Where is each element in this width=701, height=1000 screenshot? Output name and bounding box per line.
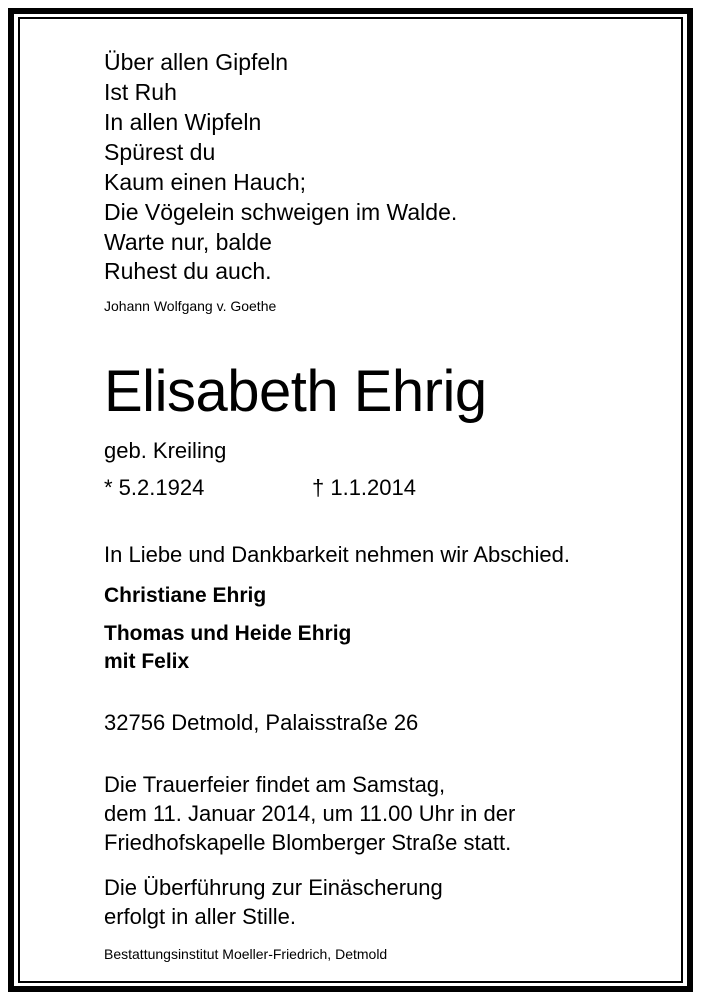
poem-line: Über allen Gipfeln bbox=[104, 49, 289, 75]
poem-line: Kaum einen Hauch; bbox=[104, 169, 307, 195]
poem-line: Ist Ruh bbox=[104, 79, 177, 105]
maiden-name: geb. Kreiling bbox=[104, 438, 227, 463]
deceased-name: Elisabeth Ehrig bbox=[104, 359, 487, 424]
service-line: dem 11. Januar 2014, um 11.00 Uhr in der bbox=[104, 801, 516, 826]
poem-line: In allen Wipfeln bbox=[104, 109, 262, 135]
mourner-name: mit Felix bbox=[104, 650, 190, 673]
service-line: Die Trauerfeier findet am Samstag, bbox=[104, 772, 446, 797]
poem-author: Johann Wolfgang v. Goethe bbox=[104, 298, 277, 314]
poem-line: Spürest du bbox=[104, 139, 216, 165]
death-date: † 1.1.2014 bbox=[312, 475, 416, 500]
poem-line: Ruhest du auch. bbox=[104, 258, 272, 284]
poem-line: Die Vögelein schweigen im Walde. bbox=[104, 199, 458, 225]
transfer-line: erfolgt in aller Stille. bbox=[104, 904, 296, 929]
mourner-name: Christiane Ehrig bbox=[104, 584, 267, 607]
poem-line: Warte nur, balde bbox=[104, 229, 272, 255]
birth-date: * 5.2.1924 bbox=[104, 475, 205, 500]
service-line: Friedhofskapelle Blomberger Straße statt. bbox=[104, 830, 512, 855]
mourner-name: Thomas und Heide Ehrig bbox=[104, 622, 352, 645]
farewell-text: In Liebe und Dankbarkeit nehmen wir Abschied. bbox=[104, 542, 570, 567]
undertaker: Bestattungsinstitut Moeller-Friedrich, Detmold bbox=[104, 946, 388, 962]
address: 32756 Detmold, Palaisstraße 26 bbox=[104, 710, 419, 735]
transfer-line: Die Überführung zur Einäscherung bbox=[104, 875, 443, 900]
